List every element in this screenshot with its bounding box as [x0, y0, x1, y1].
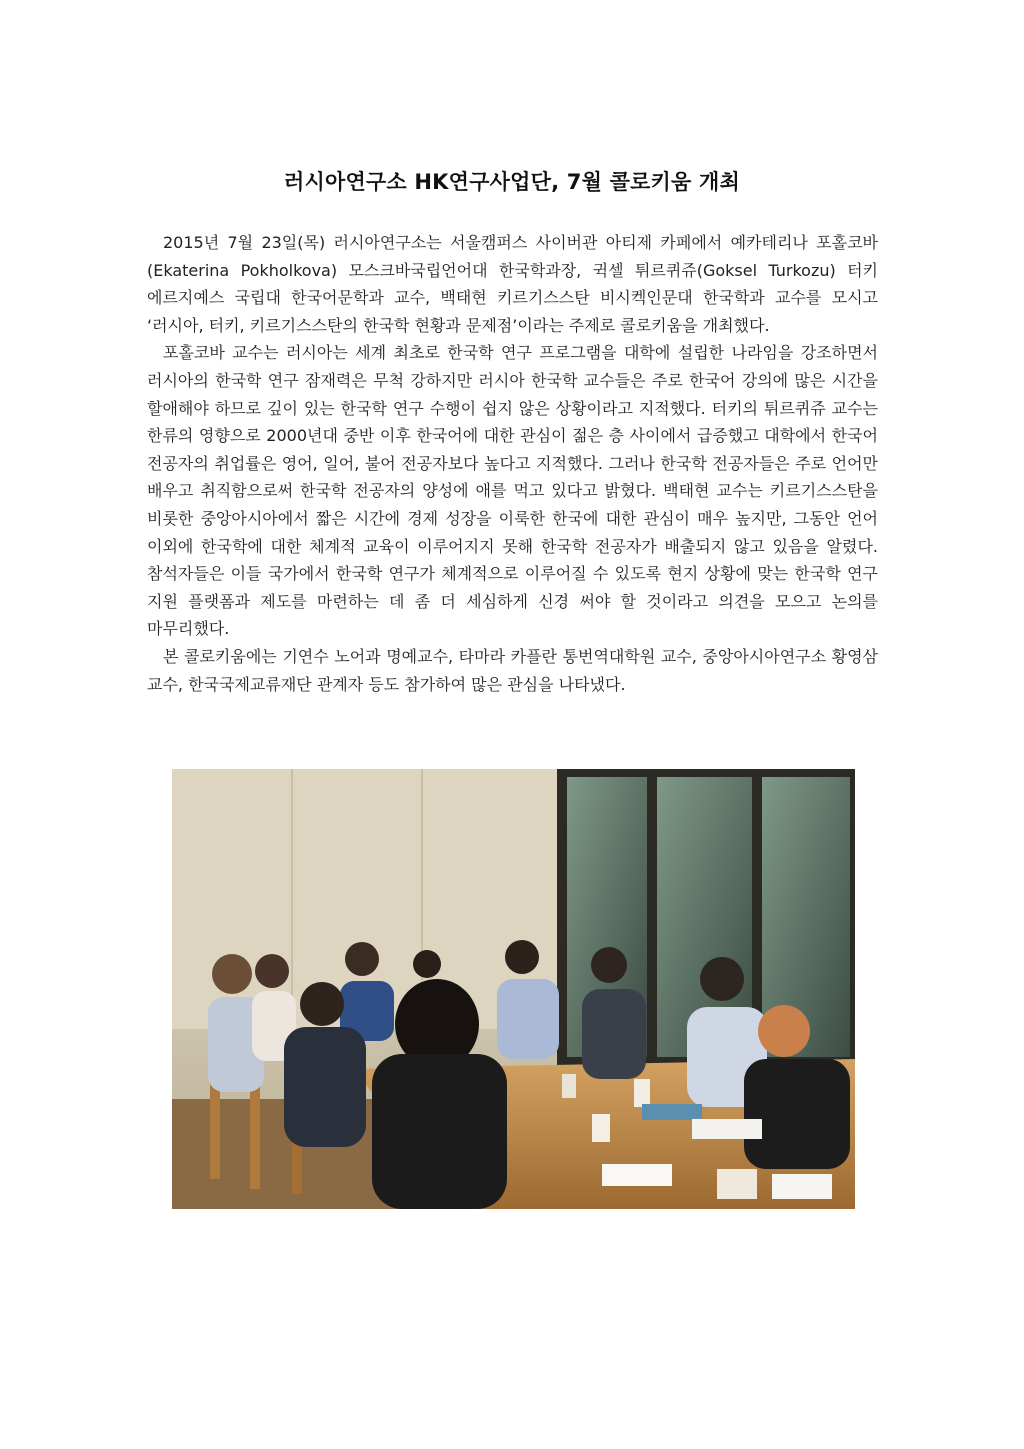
colloquium-photo — [172, 769, 855, 1209]
page-title: 러시아연구소 HK연구사업단, 7월 콜로키움 개최 — [283, 170, 741, 194]
paragraph-1: 2015년 7월 23일(목) 러시아연구소는 서울캠퍼스 사이버관 아티제 카페에서 예카테리나 포홀코바(Ekaterina Pokholkova) 모스크바국립언어대 한국학과장, 귁셀 튀르퀴쥬(Goksel Turkozu) 터키 에르지예스 국립대 한국어문학과 교수, 백태현 키르기스스탄 비시켁인문대 한국학과 교수를 모시고 ‘러시아, 터키, 키르기스스탄의 한국학 현황과 문제점’이라는 주제로 콜로키움을 개최했다. — [147, 233, 878, 335]
paragraph-2: 포홀코바 교수는 러시아는 세계 최초로 한국학 연구 프로그램을 대학에 설립한 나라임을 강조하면서 러시아의 한국학 연구 잠재력은 무척 강하지만 러시아 한국학 교수들은 주로 한국어 강의에 많은 시간을 할애해야 하므로 깊이 있는 한국학 연구 수행이 쉽지 않은 상황이라고 지적했다. 터키의 튀르퀴쥬 교수는 한류의 영향으로 2000년대 중반 이후 한국어에 대한 관심이 젊은 층 사이에서 급증했고 대학에서 한국어 전공자의 취업률은 영어, 일어, 불어 전공자보다 높다고 지적했다. 그러나 한국학 전공자들은 주로 언어만 배우고 취직함으로써 한국학 전공자의 양성에 애를 먹고 있다고 밝혔다. 백태현 교수는 키르기스스탄을 비롯한 중앙아시아에서 짧은 시간에 경제 성장을 이룩한 한국에 대한 관심이 매우 높지만, 그동안 언어 이외에 한국학에 대한 체계적 교육이 이루어지지 못해 한국학 전공자가 배출되지 않고 있음을 알렸다. 참석자들은 이들 국가에서 한국학 연구가 체계적으로 이루어질 수 있도록 현지 상황에 맞는 한국학 연구 지원 플랫폼과 제도를 마련하는 데 좀 더 세심하게 신경 써야 할 것이라고 의견을 모으고 논의를 마무리했다. — [147, 343, 878, 639]
paragraph-3: 본 콜로키움에는 기연수 노어과 명예교수, 타마라 카플란 통번역대학원 교수, 중앙아시아연구소 황영삼 교수, 한국국제교류재단 관계자 등도 참가하여 많은 관심을 나타냈다. — [147, 646, 878, 694]
article-body — [147, 229, 878, 698]
colloquium-photo-illustration — [172, 769, 855, 1209]
